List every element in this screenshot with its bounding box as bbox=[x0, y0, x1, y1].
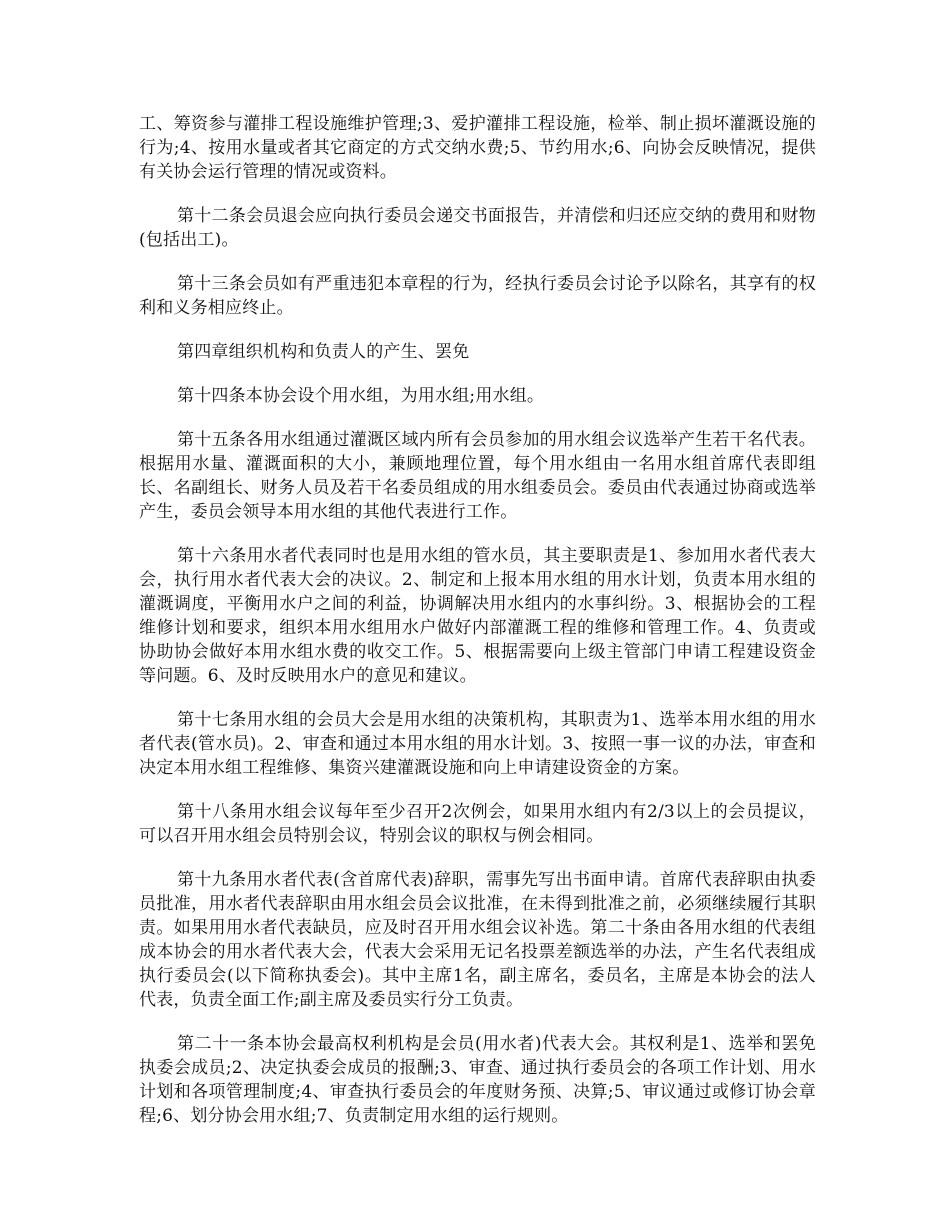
paragraph-continuation: 工、筹资参与灌排工程设施维护管理;3、爱护灌排工程设施，检举、制止损坏灌溉设施的行为;4、按用水量或者其它商定的方式交纳水费;5、节约用水;6、向协会反映情况，提供有关协会运行管理的情况或资料。 bbox=[139, 114, 816, 182]
document-body bbox=[139, 112, 816, 1148]
chapter-heading: 第四章组织机构和负责人的产生、罢免 bbox=[177, 342, 470, 362]
paragraph-article-19-20: 第十九条用水者代表(含首席代表)辞职，需事先写出书面申请。首席代表辞职由执委员批准，用水者代表辞职由用水组会员会议批准，在未得到批准之前，必须继续履行其职责。如果用用水者代表缺员，应及时召开用水组会议补选。第二十条由各用水组的代表组成本协会的用水者代表大会，代表大会采用无记名投票差额选举的办法，产生名代表组成执行委员会(以下简称执委会)。其中主席1名，副主席名，委员名，主席是本协会的法人代表，负责全面工作;副主席及委员实行分工负责。 bbox=[139, 870, 816, 1010]
paragraph-article-14: 第十四条本协会设个用水组，为用水组;用水组。 bbox=[177, 386, 545, 406]
paragraph-article-13: 第十三条会员如有严重违犯本章程的行为，经执行委员会讨论予以除名，其享有的权利和义务相应终止。 bbox=[139, 274, 816, 318]
paragraph-article-21: 第二十一条本协会最高权利机构是会员(用水者)代表大会。其权利是1、选举和罢免执委会成员;2、决定执委会成员的报酬;3、审查、通过执行委员会的各项工作计划、用水计划和各项管理制度;4、审查执行委员会的年度财务预、决算;5、审议通过或修订协会章程;6、划分协会用水组;7、负责制定用水组的运行规则。 bbox=[139, 1034, 816, 1126]
paragraph-article-18: 第十八条用水组会议每年至少召开2次例会，如果用水组内有2/3以上的会员提议，可以召开用水组会员特别会议，特别会议的职权与例会相同。 bbox=[139, 802, 816, 846]
paragraph-article-12: 第十二条会员退会应向执行委员会递交书面报告，并清偿和归还应交纳的费用和财物(包括出工)。 bbox=[139, 206, 816, 250]
paragraph-article-16: 第十六条用水者代表同时也是用水组的管水员，其主要职责是1、参加用水者代表大会，执行用水者代表大会的决议。2、制定和上报本用水组的用水计划，负责本用水组的灌溉调度，平衡用水户之间的利益，协调解决用水组内的水事纠纷。3、根据协会的工程维修计划和要求，组织本用水组用水户做好内部灌溉工程的维修和管理工作。4、负责或协助协会做好本用水组水费的收交工作。5、根据需要向上级主管部门申请工程建设资金等问题。6、及时反映用水户的意见和建议。 bbox=[139, 546, 816, 686]
paragraph-article-15: 第十五条各用水组通过灌溉区域内所有会员参加的用水组会议选举产生若干名代表。根据用水量、灌溉面积的大小，兼顾地理位置，每个用水组由一名用水组首席代表即组长、名副组长、财务人员及若干名委员组成的用水组委员会。委员由代表通过协商或选举产生，委员会领导本用水组的其他代表进行工作。 bbox=[139, 430, 816, 522]
paragraph-article-17: 第十七条用水组的会员大会是用水组的决策机构，其职责为1、选举本用水组的用水者代表(管水员)。2、审查和通过本用水组的用水计划。3、按照一事一议的办法，审查和决定本用水组工程维修、集资兴建灌溉设施和向上申请建设资金的方案。 bbox=[139, 710, 816, 778]
